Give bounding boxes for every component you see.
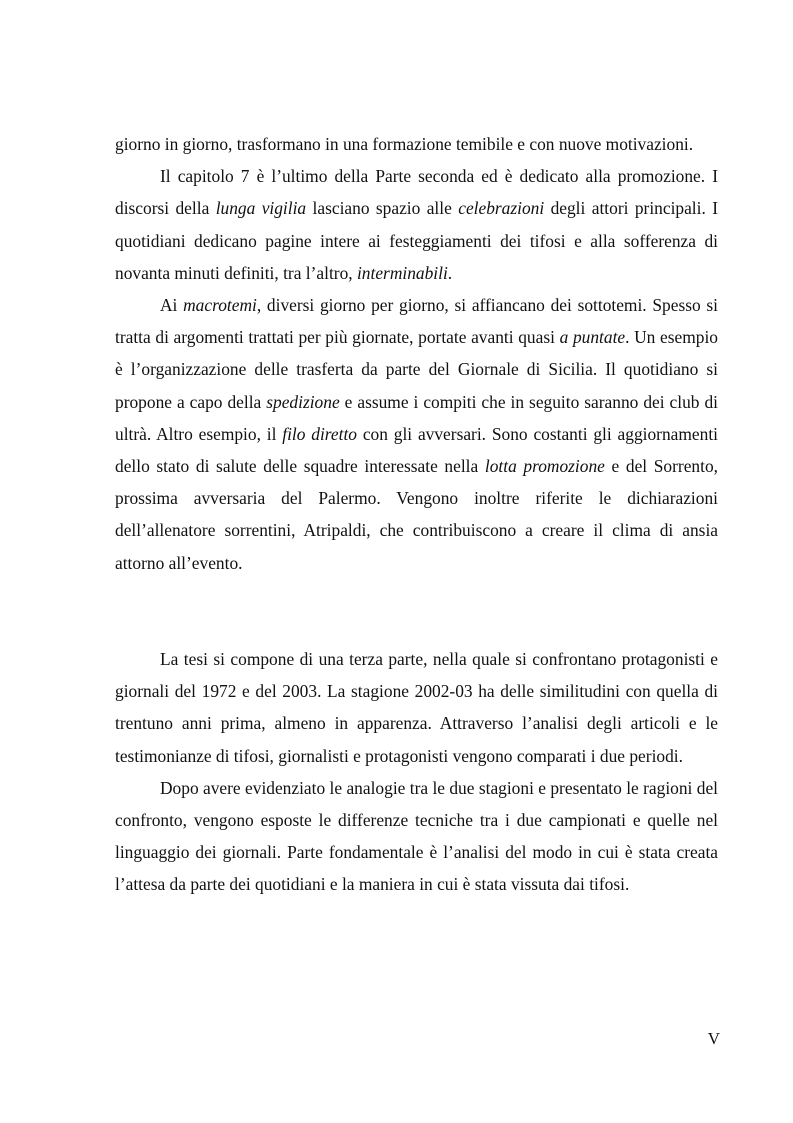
text-run: Dopo avere evidenziato le analogie tra le due stagioni e presentato le ragioni del confronto, vengono esposte le differenze tecniche tra i due campionati e quelle nel linguaggio dei giornali. Parte fondamentale è l’analisi del modo in cui è stata creata l’attesa da parte dei quotidiani e la maniera in cui è stata vissuta dai tifosi.: [115, 777, 718, 895]
text-run: degli attori principali. I quotidiani dedicano pagine intere ai festeggiamenti dei tifosi e alla sofferenza di novanta minuti definiti, tra l’altro,: [115, 198, 719, 283]
text-run: e assume i compiti che in seguito saranno dei club di ultrà. Altro esempio, il: [115, 391, 718, 444]
paragraph: [115, 128, 718, 160]
text-run: . Un esempio è l’organizzazione delle trasferta da parte del Giornale di Sicilia. Il quotidiano si propone a capo della: [115, 327, 718, 412]
text-run: giorno in giorno, trasformano in una formazione temibile e con nuove motivazioni.: [115, 134, 694, 154]
italic-phrase: filo diretto: [282, 423, 357, 444]
text-run: lasciano spazio alle: [306, 198, 459, 219]
page-number: V: [707, 1029, 720, 1048]
text-run: con gli avversari. Sono costanti gli aggiornamenti dello stato di salute delle squadre interessate nella: [115, 423, 718, 477]
italic-phrase: interminabili: [356, 262, 448, 283]
text-run: , diversi giorno per giorno, si affiancano dei sottotemi. Spesso si tratta di argomenti trattati per più giornate, portate avanti quasi: [115, 295, 718, 348]
italic-phrase: spedizione: [266, 391, 340, 412]
italic-phrase: a puntate: [559, 327, 626, 348]
text-run: La tesi si compone di una terza parte, nella quale si confrontano protagonisti e giornali del 1972 e del 2003. La stagione 2002-03 ha delle similitudini con quella di trentuno anni prima, almeno in apparenza. Attraverso l’analisi degli articoli e le testimonianze di tifosi, giornalisti e protagonisti vengono comparati i due periodi.: [115, 649, 718, 766]
italic-phrase: macrotemi: [183, 295, 257, 316]
text-run: Il capitolo 7 è l’ultimo della Parte seconda ed è dedicato alla promozione. I discorsi della: [115, 166, 718, 219]
text-run: Ai: [160, 295, 184, 316]
paragraph: [115, 643, 718, 772]
italic-phrase: lunga vigilia: [215, 198, 307, 219]
paragraph: [115, 772, 718, 901]
text-run: e del Sorrento, prossima avversaria del Palermo. Vengono inoltre riferite le dichiarazioni dell’allenatore sorrentini, Atripaldi, che contribuiscono a creare il clima di ansia attorno all’evento.: [115, 456, 718, 573]
text-block-upper: [115, 128, 718, 579]
italic-phrase: celebrazioni: [458, 198, 545, 219]
paragraph: [115, 289, 718, 579]
text-block-lower: [115, 643, 718, 901]
paragraph: [115, 160, 718, 289]
text-run: .: [447, 262, 453, 283]
italic-phrase: lotta promozione: [484, 456, 605, 477]
